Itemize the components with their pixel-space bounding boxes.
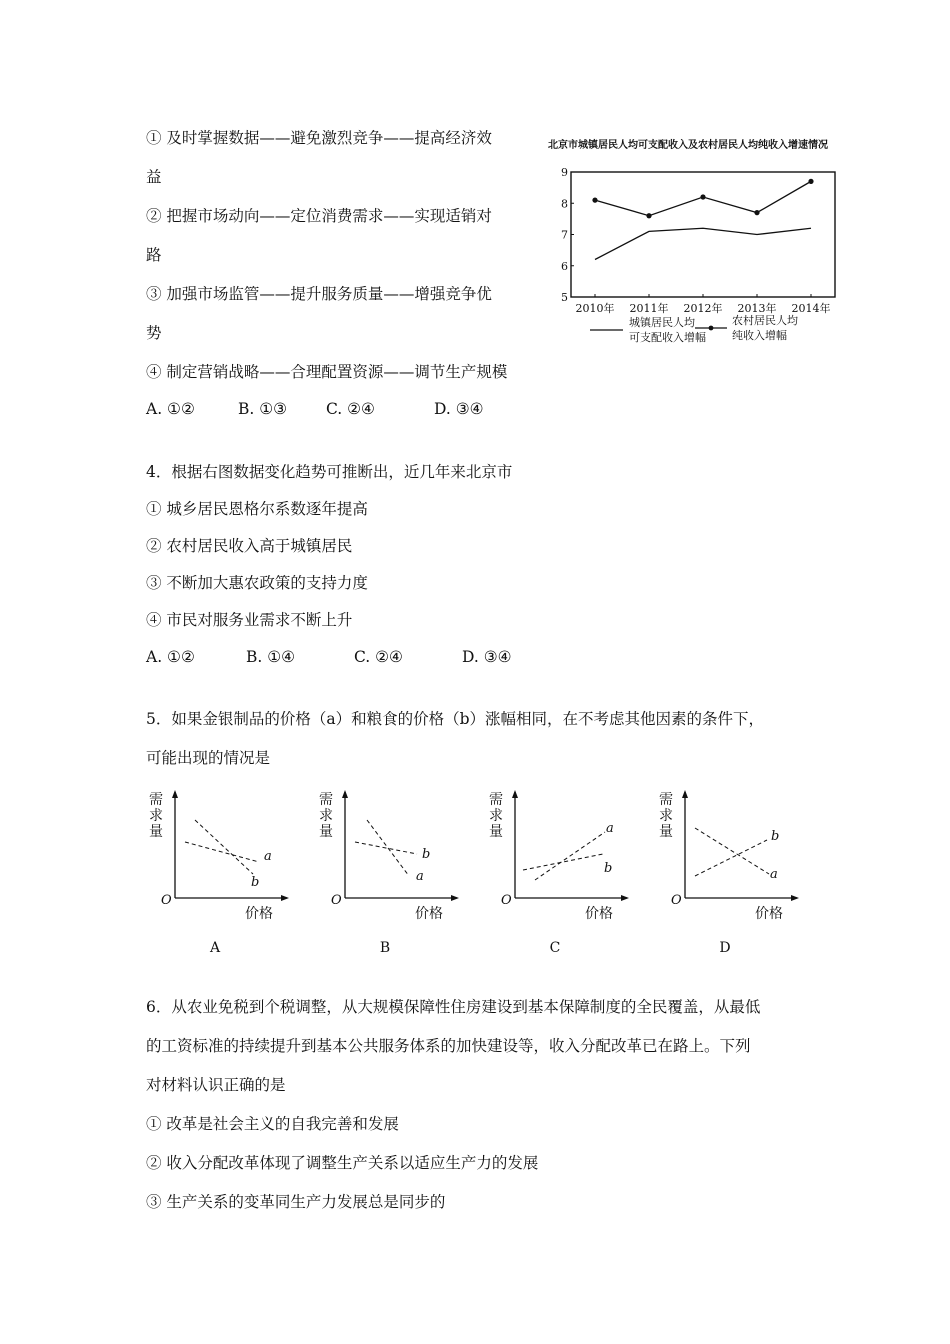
x-axis-arrow: [281, 895, 289, 901]
q3-option-2-line1: ② 把握市场动向——定位消费需求——实现适销对: [146, 207, 492, 225]
q4-choice-c: C. ②④: [354, 648, 403, 666]
graph-label-C: C: [549, 940, 561, 956]
q5-stem-line2: 可能出现的情况是: [146, 749, 271, 767]
q3-choice-b: B. ①③: [238, 400, 288, 418]
chart-title: 北京市城镇居民人均可支配收入及农村居民人均纯收入增速情况: [548, 140, 828, 151]
legend-urban-label-2: 可支配收入增幅: [629, 331, 706, 344]
y-axis-label-char: 求: [659, 808, 673, 824]
q4-choice-d: D. ③④: [462, 648, 512, 666]
demand-curve-a: [367, 820, 409, 876]
y-tick-label: 9: [561, 166, 568, 179]
legend-rural-marker: [709, 326, 714, 331]
series-urban-line: [595, 228, 811, 259]
y-tick-label: 7: [561, 228, 568, 242]
q4-choice-a: A. ①②: [146, 648, 195, 666]
y-axis-label-char: 求: [319, 808, 333, 824]
x-axis-arrow: [451, 895, 459, 901]
x-axis-label: 价格: [415, 906, 443, 922]
origin-label: O: [331, 893, 342, 908]
rural-data-point: [700, 194, 705, 199]
y-axis-label-char: 量: [319, 824, 333, 840]
rural-data-point: [646, 213, 651, 218]
graph-label-B: B: [379, 940, 391, 956]
curve-label-b: b: [251, 875, 260, 890]
q3-choices: [146, 399, 484, 419]
curve-label-b: b: [604, 861, 613, 876]
y-axis-label-char: 求: [149, 808, 163, 824]
curve-label-a: a: [770, 867, 778, 882]
origin-label: O: [161, 893, 172, 908]
x-axis-label: 价格: [245, 906, 273, 922]
q4-option-4: ④ 市民对服务业需求不断上升: [146, 611, 353, 629]
q3-option-3-line1: ③ 加强市场监管——提升服务质量——增强竞争优: [146, 285, 492, 303]
legend-urban-label-1: 城镇居民人均: [629, 316, 695, 329]
curve-label-a: a: [264, 849, 272, 864]
rural-data-point: [754, 210, 759, 215]
y-tick-label: 6: [561, 259, 568, 273]
rural-data-point: [808, 179, 813, 184]
q4-choice-b: B. ①④: [246, 648, 296, 666]
rural-data-point: [592, 198, 597, 203]
y-axis-label-char: 量: [489, 824, 503, 840]
demand-graph-A: [147, 786, 297, 961]
y-axis-label-char: 需: [659, 792, 673, 808]
x-tick-label: 2014年: [791, 302, 831, 315]
demand-curve-b: [695, 840, 767, 876]
q3-option-2-line2: 路: [146, 246, 162, 264]
x-tick-label: 2013年: [737, 302, 777, 315]
y-tick-label: 8: [561, 197, 568, 211]
y-axis-label-char: 需: [319, 792, 333, 808]
origin-label: O: [501, 893, 512, 908]
y-axis-arrow: [342, 790, 348, 798]
y-axis-arrow: [172, 790, 178, 798]
x-axis-arrow: [621, 895, 629, 901]
demand-curve-b: [523, 854, 603, 870]
q3-choice-a: A. ①②: [146, 400, 195, 418]
x-tick-label: 2010年: [575, 302, 615, 315]
curve-label-b: b: [422, 847, 431, 862]
curve-label-b: b: [771, 829, 780, 844]
q6-stem-line2: 的工资标准的持续提升到基本公共服务体系的加快建设等，收入分配改革已在路上。下列: [146, 1037, 751, 1055]
demand-graph-B: [317, 786, 467, 961]
q4-option-2: ② 农村居民收入高于城镇居民: [146, 537, 353, 555]
x-axis-label: 价格: [585, 906, 613, 922]
x-axis-arrow: [791, 895, 799, 901]
y-tick-label: 5: [561, 291, 568, 304]
q6-option-3: ③ 生产关系的变革同生产力发展总是同步的: [146, 1193, 446, 1211]
curve-label-a: a: [416, 869, 424, 884]
legend-rural-label-2: 纯收入增幅: [732, 329, 787, 342]
origin-label: O: [671, 893, 682, 908]
graph-label-D: D: [719, 940, 731, 956]
y-axis-arrow: [512, 790, 518, 798]
curve-label-a: a: [606, 821, 614, 836]
q3-option-3-line2: 势: [146, 324, 162, 342]
demand-curve-b: [195, 820, 253, 874]
legend-rural-label-1: 农村居民人均: [732, 314, 798, 327]
y-axis-label-char: 需: [489, 792, 503, 808]
demand-graph-C: [487, 786, 637, 961]
q4-option-1: ① 城乡居民恩格尔系数逐年提高: [146, 500, 368, 518]
demand-curve-a: [695, 828, 769, 874]
income-growth-chart: [545, 132, 845, 357]
q3-option-1-line2: 益: [146, 168, 162, 186]
y-axis-label-char: 求: [489, 808, 503, 824]
graph-label-A: A: [209, 940, 221, 956]
q6-option-1: ① 改革是社会主义的自我完善和发展: [146, 1115, 399, 1133]
q3-choice-c: C. ②④: [326, 400, 375, 418]
q5-stem-line1: 5．如果金银制品的价格（a）和粮食的价格（b）涨幅相同，在不考虑其他因素的条件下，: [146, 710, 765, 728]
x-axis-label: 价格: [755, 906, 783, 922]
x-tick-label: 2011年: [629, 302, 669, 315]
demand-graph-D: [657, 786, 807, 961]
q4-option-3: ③ 不断加大惠农政策的支持力度: [146, 574, 368, 592]
q6-option-2: ② 收入分配改革体现了调整生产关系以适应生产力的发展: [146, 1154, 539, 1172]
y-axis-label-char: 量: [149, 824, 163, 840]
q4-stem: 4．根据右图数据变化趋势可推断出，近几年来北京市: [146, 463, 513, 481]
q3-choice-d: D. ③④: [434, 400, 484, 418]
demand-curve-b: [355, 842, 417, 854]
x-tick-label: 2012年: [683, 302, 723, 315]
q6-stem-line3: 对材料认识正确的是: [146, 1076, 286, 1094]
y-axis-label-char: 量: [659, 824, 673, 840]
y-axis-arrow: [682, 790, 688, 798]
q3-option-4: ④ 制定营销战略——合理配置资源——调节生产规模: [146, 363, 508, 381]
q4-choices: [146, 647, 512, 667]
q6-stem-line1: 6．从农业免税到个税调整，从大规模保障性住房建设到基本保障制度的全民覆盖，从最低: [146, 998, 761, 1016]
y-axis-label-char: 需: [149, 792, 163, 808]
q3-option-1-line1: ① 及时掌握数据——避免激烈竞争——提高经济效: [146, 129, 492, 147]
